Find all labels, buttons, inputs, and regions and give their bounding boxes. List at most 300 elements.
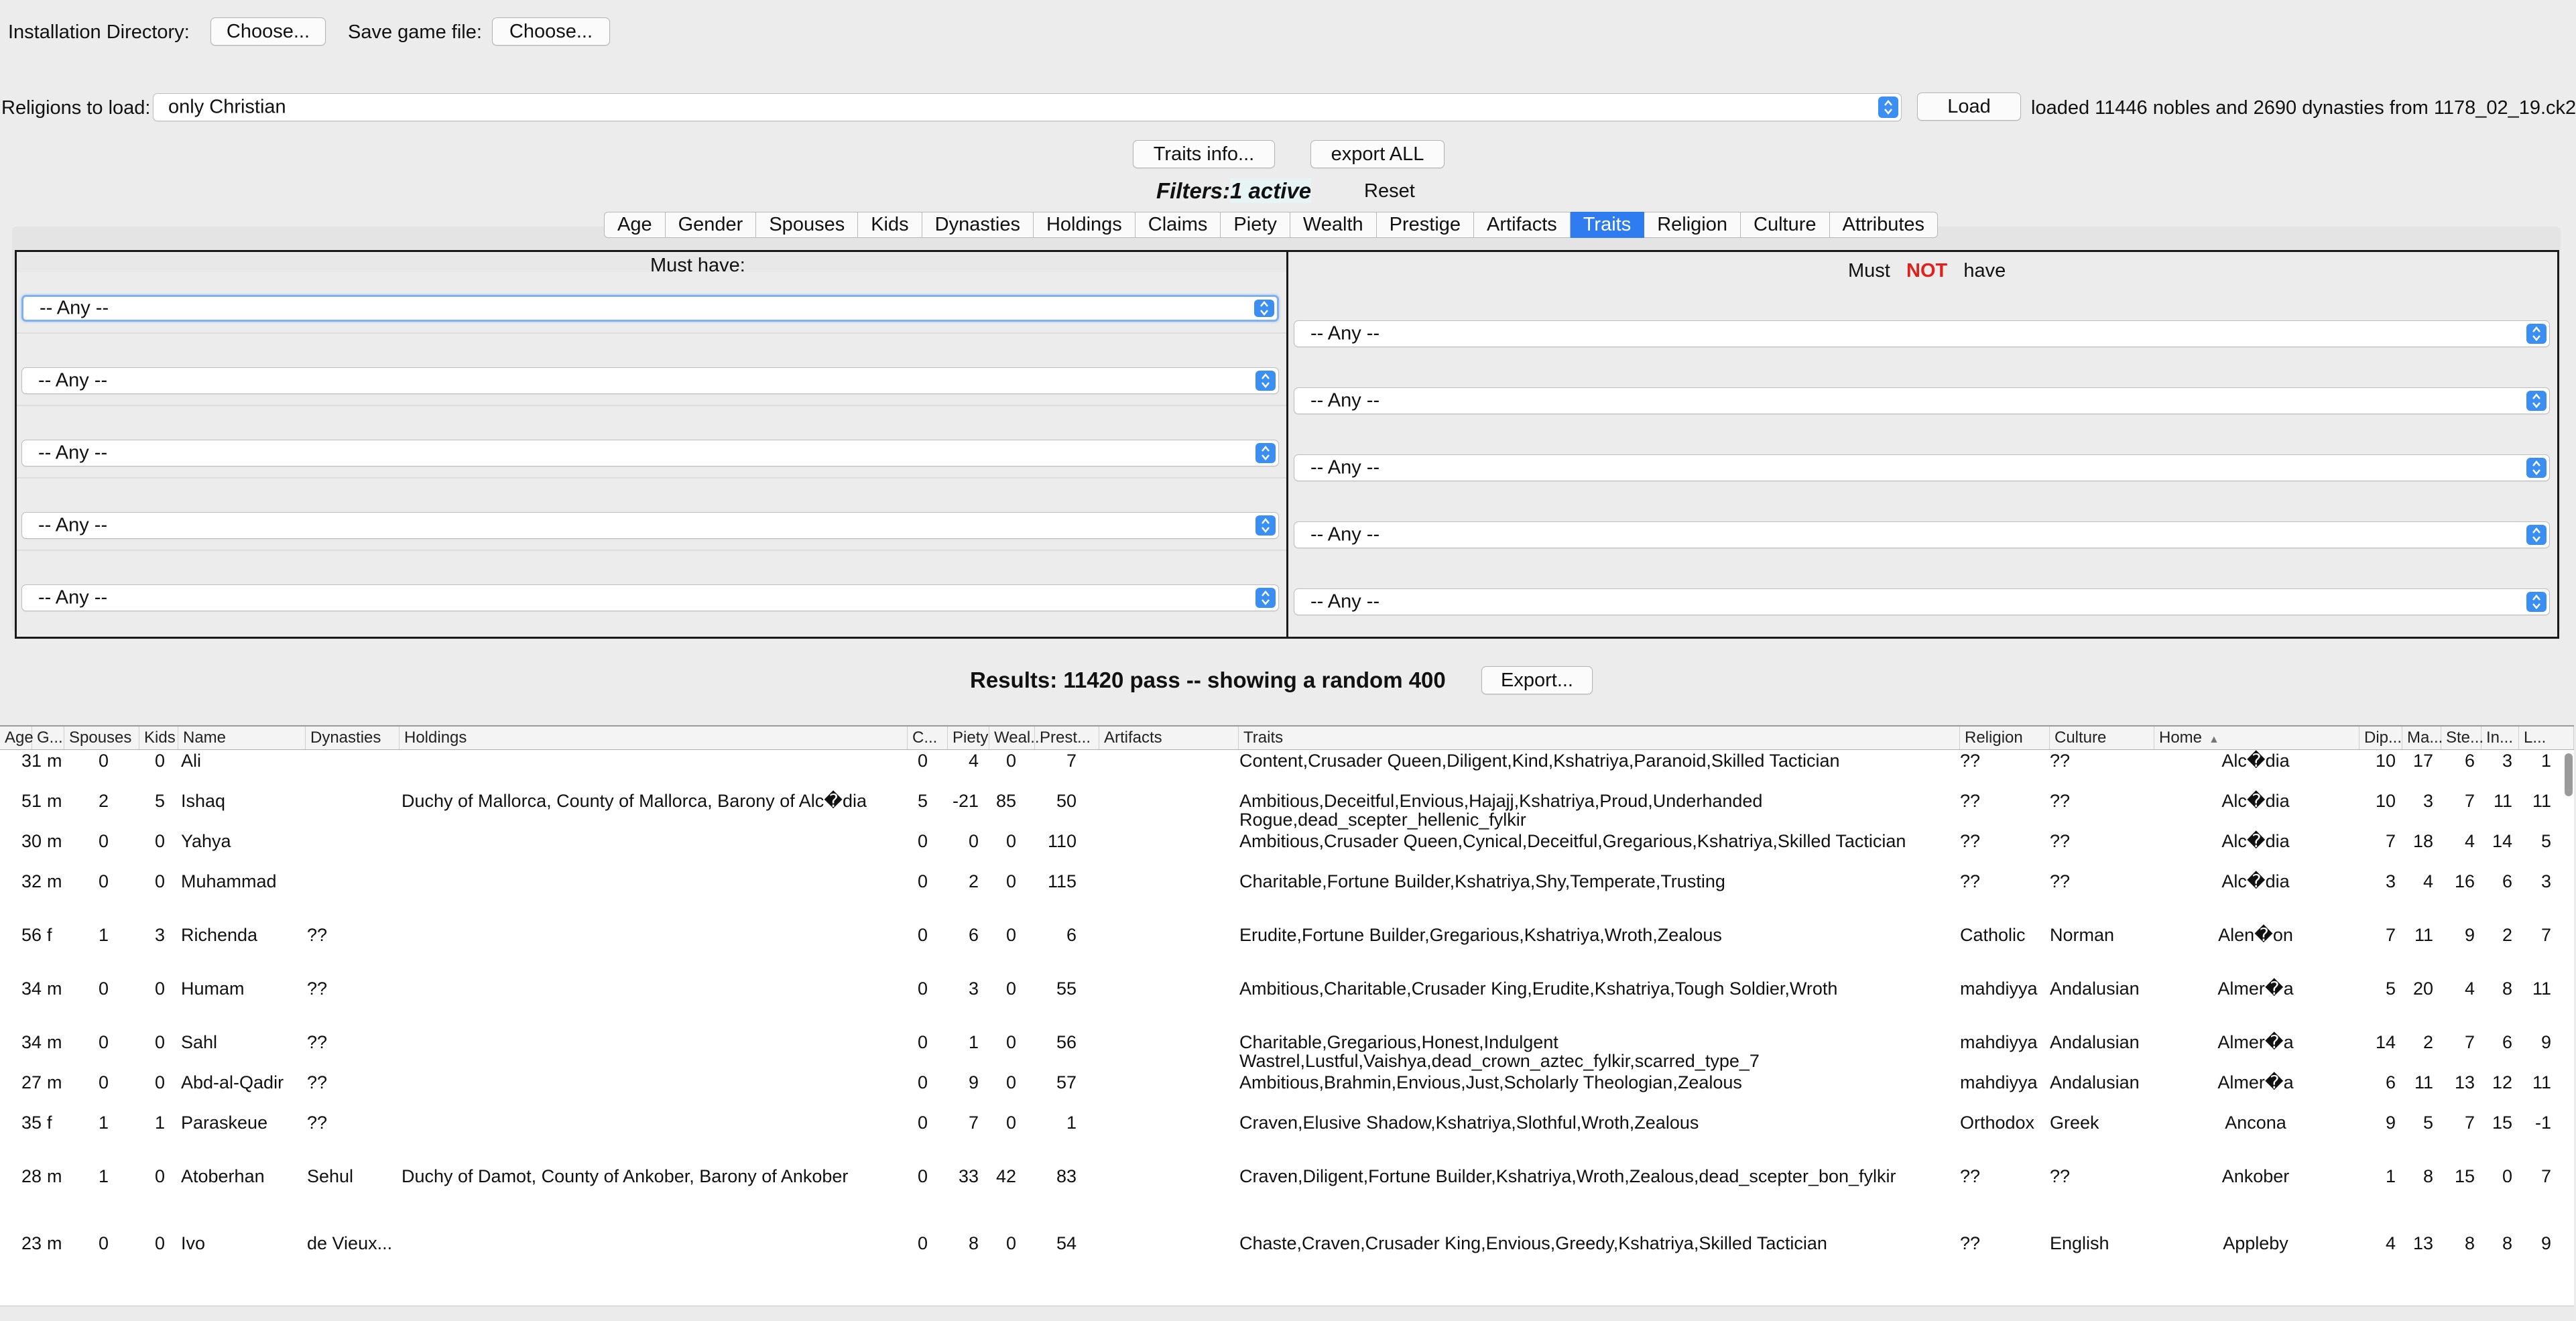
tab-attributes[interactable]: Attributes: [1830, 212, 1939, 238]
table-row[interactable]: [0, 831, 2574, 871]
cell-dip: 5: [2385, 979, 2396, 999]
select-arrows-icon: [2526, 458, 2547, 478]
cell-culture: Andalusian: [2050, 979, 2140, 999]
column-header-dynasty[interactable]: [306, 727, 400, 749]
cell-spouses: 0: [98, 1233, 109, 1253]
table-row[interactable]: [0, 871, 2574, 911]
cell-religion: mahdiyya: [1960, 1072, 2038, 1092]
cell-traits: Content,Crusader Queen,Diligent,Kind,Kshatriya,Paranoid,Skilled Tactician: [1239, 751, 1840, 771]
cell-piety: -21: [952, 791, 979, 811]
cell-prestige: 6: [1066, 925, 1077, 945]
must-have-trait-select-1[interactable]: [21, 295, 1279, 322]
tab-piety[interactable]: Piety: [1221, 212, 1290, 238]
export-all-button[interactable]: export ALL: [1310, 140, 1445, 168]
column-header-label: Holdings: [404, 729, 467, 747]
cell-kids: 0: [154, 871, 165, 891]
cell-mar: 11: [2414, 925, 2433, 945]
table-row[interactable]: [0, 1032, 2574, 1072]
cell-int: 15: [2492, 1113, 2512, 1133]
must-not-have-trait-select-1-value: -- Any --: [1310, 322, 1380, 344]
cell-traits: Erudite,Fortune Builder,Gregarious,Kshatriya,Wroth,Zealous: [1239, 925, 1722, 945]
column-header-label: Traits: [1243, 729, 1284, 747]
must-not-have-trait-select-5-value: -- Any --: [1310, 590, 1380, 613]
cell-wealth: 0: [1005, 871, 1016, 891]
must-not-have-trait-select-2[interactable]: [1294, 387, 2550, 414]
tab-holdings[interactable]: Holdings: [1034, 212, 1136, 238]
column-header-mar[interactable]: [2402, 727, 2441, 749]
cell-l: 3: [2540, 871, 2551, 891]
cell-dip: 7: [2385, 831, 2396, 851]
cell-holdings: Duchy of Damot, County of Ankober, Barony of Ankober: [402, 1166, 849, 1186]
cell-wealth: 0: [1005, 1032, 1016, 1052]
cell-claims: 0: [917, 1072, 928, 1092]
cell-ste: 4: [2464, 831, 2475, 851]
sort-ascending-icon: ▲: [2209, 734, 2219, 745]
cell-age: 28: [21, 1166, 42, 1186]
cell-home: Almer�a: [2217, 1032, 2294, 1052]
table-scrollbar-thumb[interactable]: [2565, 753, 2573, 796]
cell-culture: English: [2050, 1233, 2109, 1253]
cell-wealth: 0: [1005, 1113, 1016, 1133]
cell-name: Humam: [181, 979, 245, 999]
cell-traits: Craven,Elusive Shadow,Kshatriya,Slothful,Wroth,Zealous: [1239, 1113, 1699, 1133]
cell-claims: 0: [917, 1113, 928, 1133]
results-summary: Results: 11420 pass -- showing a random 400: [970, 668, 1446, 692]
save-file-label: Save game file:: [348, 21, 482, 43]
cell-prestige: 54: [1056, 1233, 1077, 1253]
cell-name: Muhammad: [181, 871, 277, 891]
cell-int: 3: [2502, 751, 2512, 771]
cell-spouses: 1: [98, 1113, 109, 1133]
column-header-prestige[interactable]: [1035, 727, 1099, 749]
select-arrows-icon: [1255, 588, 1276, 608]
cell-mar: 13: [2412, 1233, 2433, 1253]
cell-kids: 1: [154, 1113, 165, 1133]
table-row[interactable]: [0, 925, 2574, 965]
religions-select-value: only Christian: [168, 96, 286, 118]
filters-active-count: 1 active: [1230, 178, 1312, 203]
must-not-have-panel: [1286, 250, 2559, 639]
cell-piety: 1: [968, 1032, 979, 1052]
select-arrows-icon: [1255, 515, 1276, 536]
cell-dip: 4: [2385, 1233, 2396, 1253]
cell-name: Richenda: [181, 925, 258, 945]
cell-prestige: 57: [1056, 1072, 1077, 1092]
column-header-label: Culture: [2054, 729, 2107, 747]
cell-claims: 0: [917, 925, 928, 945]
cell-int: 2: [2502, 925, 2512, 945]
cell-spouses: 1: [98, 925, 109, 945]
cell-name: Sahl: [181, 1032, 218, 1052]
cell-wealth: 0: [1005, 831, 1016, 851]
cell-g: m: [47, 751, 62, 771]
table-row[interactable]: [0, 1233, 2574, 1273]
cell-culture: ??: [2050, 751, 2071, 771]
cell-prestige: 55: [1056, 979, 1077, 999]
cell-culture: ??: [2050, 791, 2071, 811]
column-header-culture[interactable]: [2050, 727, 2154, 749]
cell-religion: Catholic: [1960, 925, 2026, 945]
cell-piety: 7: [968, 1113, 979, 1133]
column-header-label: G...: [37, 729, 63, 747]
must-not-have-trait-select-4-value: -- Any --: [1310, 523, 1380, 546]
select-arrows-icon: [1255, 371, 1276, 391]
export-results-button[interactable]: Export...: [1481, 666, 1593, 694]
column-header-piety[interactable]: [948, 727, 989, 749]
cell-ste: 8: [2464, 1233, 2475, 1253]
cell-culture: Andalusian: [2050, 1032, 2140, 1052]
cell-traits: Craven,Diligent,Fortune Builder,Kshatriya,Wroth,Zealous,dead_scepter_bon_fylkir: [1239, 1166, 1896, 1186]
cell-traits: Charitable,Gregarious,Honest,Indulgent: [1239, 1032, 1558, 1052]
traits-info-button[interactable]: Traits info...: [1133, 140, 1275, 168]
column-header-claims[interactable]: [908, 727, 948, 749]
cell-dynasty: ??: [307, 1072, 328, 1092]
cell-religion: ??: [1960, 1233, 1981, 1253]
cell-dynasty: ??: [307, 925, 328, 945]
must-not-have-trait-select-5[interactable]: [1294, 588, 2550, 615]
cell-l: -1: [2534, 1113, 2551, 1133]
cell-l: 5: [2540, 831, 2551, 851]
cell-dip: 14: [2375, 1032, 2396, 1052]
tab-spouses[interactable]: Spouses: [756, 212, 858, 238]
cell-prestige: 1: [1066, 1113, 1077, 1133]
cell-age: 35: [21, 1113, 42, 1133]
must-have-trait-select-4[interactable]: [21, 512, 1279, 539]
cell-religion: ??: [1960, 751, 1981, 771]
cell-spouses: 1: [98, 1166, 109, 1186]
cell-spouses: 0: [98, 871, 109, 891]
cell-mar: 4: [2422, 871, 2433, 891]
cell-name: Yahya: [181, 831, 231, 851]
column-header-religion[interactable]: [1960, 727, 2050, 749]
column-header-label: Age: [5, 729, 34, 747]
cell-wealth: 0: [1005, 979, 1016, 999]
tab-prestige[interactable]: Prestige: [1377, 212, 1474, 238]
column-header-spouses[interactable]: [64, 727, 139, 749]
cell-mar: 18: [2412, 831, 2433, 851]
tab-claims[interactable]: Claims: [1136, 212, 1221, 238]
cell-age: 51: [21, 791, 42, 811]
column-header-name[interactable]: [178, 727, 306, 749]
cell-age: 31: [21, 751, 42, 771]
cell-claims: 0: [917, 871, 928, 891]
choose-save-file-button[interactable]: Choose...: [492, 17, 610, 46]
cell-age: 23: [21, 1233, 42, 1253]
cell-dynasty: ??: [307, 1032, 328, 1052]
cell-religion: ??: [1960, 1166, 1981, 1186]
cell-culture: ??: [2050, 831, 2071, 851]
cell-claims: 0: [917, 1233, 928, 1253]
cell-mar: 11: [2414, 1072, 2433, 1092]
column-header-holdings[interactable]: [400, 727, 908, 749]
cell-spouses: 0: [98, 1032, 109, 1052]
tab-artifacts[interactable]: Artifacts: [1474, 212, 1571, 238]
cell-ste: 9: [2464, 925, 2475, 945]
cell-kids: 0: [154, 979, 165, 999]
cell-name: Ali: [181, 751, 202, 771]
column-header-age[interactable]: [0, 727, 32, 749]
cell-home: Almer�a: [2217, 979, 2294, 999]
religions-label: Religions to load:: [1, 97, 151, 119]
cell-religion: mahdiyya: [1960, 979, 2038, 999]
column-header-label: L...: [2524, 729, 2547, 747]
cell-int: 12: [2492, 1072, 2512, 1092]
cell-l: 7: [2540, 1166, 2551, 1186]
reset-filters-link[interactable]: Reset: [1364, 180, 1415, 202]
cell-wealth: 85: [995, 791, 1016, 811]
cell-int: 0: [2502, 1166, 2512, 1186]
cell-spouses: 0: [98, 751, 109, 771]
cell-piety: 9: [968, 1072, 979, 1092]
cell-l: 11: [2532, 1072, 2551, 1092]
cell-int: 8: [2502, 979, 2512, 999]
cell-wealth: 0: [1005, 1233, 1016, 1253]
table-row[interactable]: [0, 1072, 2574, 1113]
column-header-l[interactable]: [2519, 727, 2574, 749]
cell-religion: ??: [1960, 831, 1981, 851]
cell-l: 9: [2540, 1032, 2551, 1052]
cell-l: 11: [2532, 979, 2551, 999]
cell-int: 8: [2502, 1233, 2512, 1253]
tab-dynasties[interactable]: Dynasties: [922, 212, 1034, 238]
must-have-trait-select-3[interactable]: [21, 440, 1279, 466]
cell-traits: Ambitious,Crusader Queen,Cynical,Deceitful,Gregarious,Kshatriya,Skilled Tactician: [1239, 831, 1906, 851]
cell-piety: 33: [958, 1166, 979, 1186]
cell-home: Alc�dia: [2221, 871, 2290, 891]
cell-home: Appleby: [2223, 1233, 2288, 1253]
must-not-have-trait-select-3[interactable]: [1294, 454, 2550, 481]
cell-dynasty: ??: [307, 979, 328, 999]
select-arrows-icon: [2526, 391, 2547, 411]
cell-g: m: [47, 1072, 62, 1092]
column-header-ste[interactable]: [2441, 727, 2484, 749]
cell-g: m: [47, 871, 62, 891]
cell-ste: 7: [2464, 1032, 2475, 1052]
cell-religion: ??: [1960, 871, 1981, 891]
horizontal-scrollbar[interactable]: [0, 1306, 2574, 1321]
load-button[interactable]: Load: [1917, 92, 2021, 121]
select-arrows-icon: [1255, 443, 1276, 463]
must-not-have-trait-select-4[interactable]: [1294, 521, 2550, 548]
cell-spouses: 0: [98, 831, 109, 851]
cell-traits: Ambitious,Charitable,Crusader King,Erudite,Kshatriya,Tough Soldier,Wroth: [1239, 979, 1838, 999]
cell-dip: 6: [2385, 1072, 2396, 1092]
must-not-have-trait-select-3-value: -- Any --: [1310, 456, 1380, 479]
column-header-dip[interactable]: [2359, 727, 2402, 749]
cell-kids: 5: [154, 791, 165, 811]
cell-spouses: 2: [98, 791, 109, 811]
cell-g: m: [47, 1166, 62, 1186]
cell-culture: ??: [2050, 1166, 2071, 1186]
cell-piety: 8: [968, 1233, 979, 1253]
cell-g: m: [47, 979, 62, 999]
must-have-trait-select-2[interactable]: [21, 367, 1279, 394]
results-table: [0, 725, 2574, 1307]
cell-claims: 0: [917, 751, 928, 771]
column-header-int[interactable]: [2481, 727, 2519, 749]
column-header-wealth[interactable]: [989, 727, 1044, 749]
column-header-kids[interactable]: [139, 727, 178, 749]
cell-ste: 4: [2464, 979, 2475, 999]
column-header-traits[interactable]: [1239, 727, 1960, 749]
cell-prestige: 110: [1047, 831, 1077, 851]
must-have-trait-select-5[interactable]: [21, 584, 1279, 611]
cell-prestige: 50: [1056, 791, 1077, 811]
cell-ste: 6: [2464, 751, 2475, 771]
cell-spouses: 0: [98, 1072, 109, 1092]
cell-ste: 7: [2464, 1113, 2475, 1133]
cell-piety: 0: [968, 831, 979, 851]
column-header-label: Religion: [1965, 729, 2023, 747]
cell-kids: 0: [154, 1233, 165, 1253]
table-row[interactable]: [0, 1113, 2574, 1153]
cell-kids: 0: [154, 1032, 165, 1052]
column-header-artifacts[interactable]: [1099, 727, 1239, 749]
choose-install-dir-button[interactable]: Choose...: [210, 17, 326, 46]
cell-dip: 10: [2375, 751, 2396, 771]
select-arrows-icon: [1878, 97, 1898, 118]
cell-home: Alc�dia: [2221, 791, 2290, 811]
cell-dip: 1: [2385, 1166, 2396, 1186]
must-have-trait-select-2-value: -- Any --: [38, 369, 108, 391]
cell-piety: 2: [968, 871, 979, 891]
cell-l: 7: [2540, 925, 2551, 945]
cell-age: 32: [21, 871, 42, 891]
must-not-have-trait-select-2-value: -- Any --: [1310, 389, 1380, 412]
cell-culture: Norman: [2050, 925, 2115, 945]
religions-select[interactable]: [153, 93, 1902, 121]
cell-claims: 5: [917, 791, 928, 811]
cell-home: Ancona: [2225, 1113, 2286, 1133]
cell-age: 30: [21, 831, 42, 851]
must-have-trait-select-1-value: -- Any --: [40, 297, 109, 319]
cell-mar: 17: [2412, 751, 2433, 771]
table-header: [0, 727, 2574, 750]
tab-traits[interactable]: Traits: [1571, 212, 1644, 238]
cell-claims: 0: [917, 979, 928, 999]
cell-mar: 8: [2422, 1166, 2433, 1186]
cell-traits: Ambitious,Brahmin,Envious,Just,Scholarly Theologian,Zealous: [1239, 1072, 1742, 1092]
cell-claims: 0: [917, 831, 928, 851]
tab-kids[interactable]: Kids: [858, 212, 922, 238]
cell-kids: 3: [154, 925, 165, 945]
column-header-label: Kids: [144, 729, 176, 747]
table-row[interactable]: [0, 1166, 2574, 1206]
select-arrows-icon: [2526, 324, 2547, 344]
cell-ste: 7: [2464, 791, 2475, 811]
cell-home: Alc�dia: [2221, 751, 2290, 771]
cell-age: 34: [21, 1032, 42, 1052]
cell-prestige: 7: [1066, 751, 1077, 771]
cell-age: 34: [21, 979, 42, 999]
cell-home: Almer�a: [2217, 1072, 2294, 1092]
cell-home: Alc�dia: [2221, 831, 2290, 851]
cell-g: f: [47, 1113, 52, 1133]
must-not-have-label: Must NOT have: [1848, 260, 2006, 281]
cell-piety: 4: [968, 751, 979, 771]
cell-culture: ??: [2050, 871, 2071, 891]
cell-name: Atoberhan: [181, 1166, 265, 1186]
tab-gender[interactable]: Gender: [666, 212, 757, 238]
tab-wealth[interactable]: Wealth: [1290, 212, 1377, 238]
column-header-home[interactable]: [2154, 727, 2359, 749]
must-not-have-trait-select-1[interactable]: [1294, 320, 2550, 347]
cell-piety: 6: [968, 925, 979, 945]
column-header-label: Dip...: [2364, 729, 2402, 747]
cell-mar: 2: [2422, 1032, 2433, 1052]
filters-label: Filters:: [1156, 178, 1231, 203]
cell-name: Paraskeue: [181, 1113, 268, 1133]
cell-mar: 3: [2422, 791, 2433, 811]
cell-dip: 9: [2385, 1113, 2396, 1133]
cell-age: 56: [21, 925, 42, 945]
cell-l: 1: [2540, 751, 2551, 771]
cell-home: Alen�on: [2218, 925, 2293, 945]
select-arrows-icon: [2526, 525, 2547, 545]
cell-wealth: 0: [1005, 925, 1016, 945]
cell-kids: 0: [154, 831, 165, 851]
cell-mar: 5: [2422, 1113, 2433, 1133]
cell-traits-continued: Rogue,dead_scepter_hellenic_fylkir: [1239, 810, 1526, 830]
cell-claims: 0: [917, 1166, 928, 1186]
cell-int: 11: [2493, 791, 2512, 811]
cell-kids: 0: [154, 751, 165, 771]
tab-culture[interactable]: Culture: [1741, 212, 1830, 238]
cell-holdings: Duchy of Mallorca, County of Mallorca, Barony of Alc�dia: [402, 791, 867, 811]
cell-int: 6: [2502, 1032, 2512, 1052]
cell-religion: ??: [1960, 791, 1981, 811]
cell-prestige: 83: [1056, 1166, 1077, 1186]
cell-dip: 7: [2385, 925, 2396, 945]
cell-name: Ivo: [181, 1233, 206, 1253]
column-header-label: Dynasties: [310, 729, 381, 747]
tab-religion[interactable]: Religion: [1644, 212, 1741, 238]
cell-prestige: 56: [1056, 1032, 1077, 1052]
column-header-label: Spouses: [69, 729, 132, 747]
filters-status: [1156, 178, 1311, 204]
cell-g: m: [47, 1233, 62, 1253]
cell-home: Ankober: [2221, 1166, 2290, 1186]
table-row[interactable]: [0, 751, 2574, 791]
cell-g: m: [47, 791, 62, 811]
cell-culture: Andalusian: [2050, 1072, 2140, 1092]
cell-ste: 13: [2454, 1072, 2475, 1092]
column-header-label: Ste...: [2446, 729, 2484, 747]
cell-g: m: [47, 831, 62, 851]
column-header-g[interactable]: [32, 727, 64, 749]
cell-mar: 20: [2412, 979, 2433, 999]
cell-wealth: 42: [995, 1166, 1016, 1186]
cell-traits: Charitable,Fortune Builder,Kshatriya,Shy,Temperate,Trusting: [1239, 871, 1725, 891]
column-header-label: C...: [912, 729, 938, 747]
cell-int: 14: [2492, 831, 2512, 851]
table-row[interactable]: [0, 979, 2574, 1019]
cell-kids: 0: [154, 1166, 165, 1186]
cell-int: 6: [2502, 871, 2512, 891]
cell-traits: Chaste,Craven,Crusader King,Envious,Greedy,Kshatriya,Skilled Tactician: [1239, 1233, 1827, 1253]
select-arrows-icon: [1254, 300, 1274, 317]
table-row[interactable]: [0, 791, 2574, 831]
tab-age[interactable]: Age: [604, 212, 666, 238]
must-have-label: Must have:: [650, 255, 745, 276]
cell-wealth: 0: [1005, 751, 1016, 771]
cell-name: Abd-al-Qadir: [181, 1072, 284, 1092]
column-header-label: Home: [2159, 729, 2203, 747]
cell-wealth: 0: [1005, 1072, 1016, 1092]
cell-religion: mahdiyya: [1960, 1032, 2038, 1052]
column-header-label: Ma...: [2407, 729, 2443, 747]
cell-traits: Ambitious,Deceitful,Envious,Hajajj,Kshatriya,Proud,Underhanded: [1239, 791, 1763, 811]
